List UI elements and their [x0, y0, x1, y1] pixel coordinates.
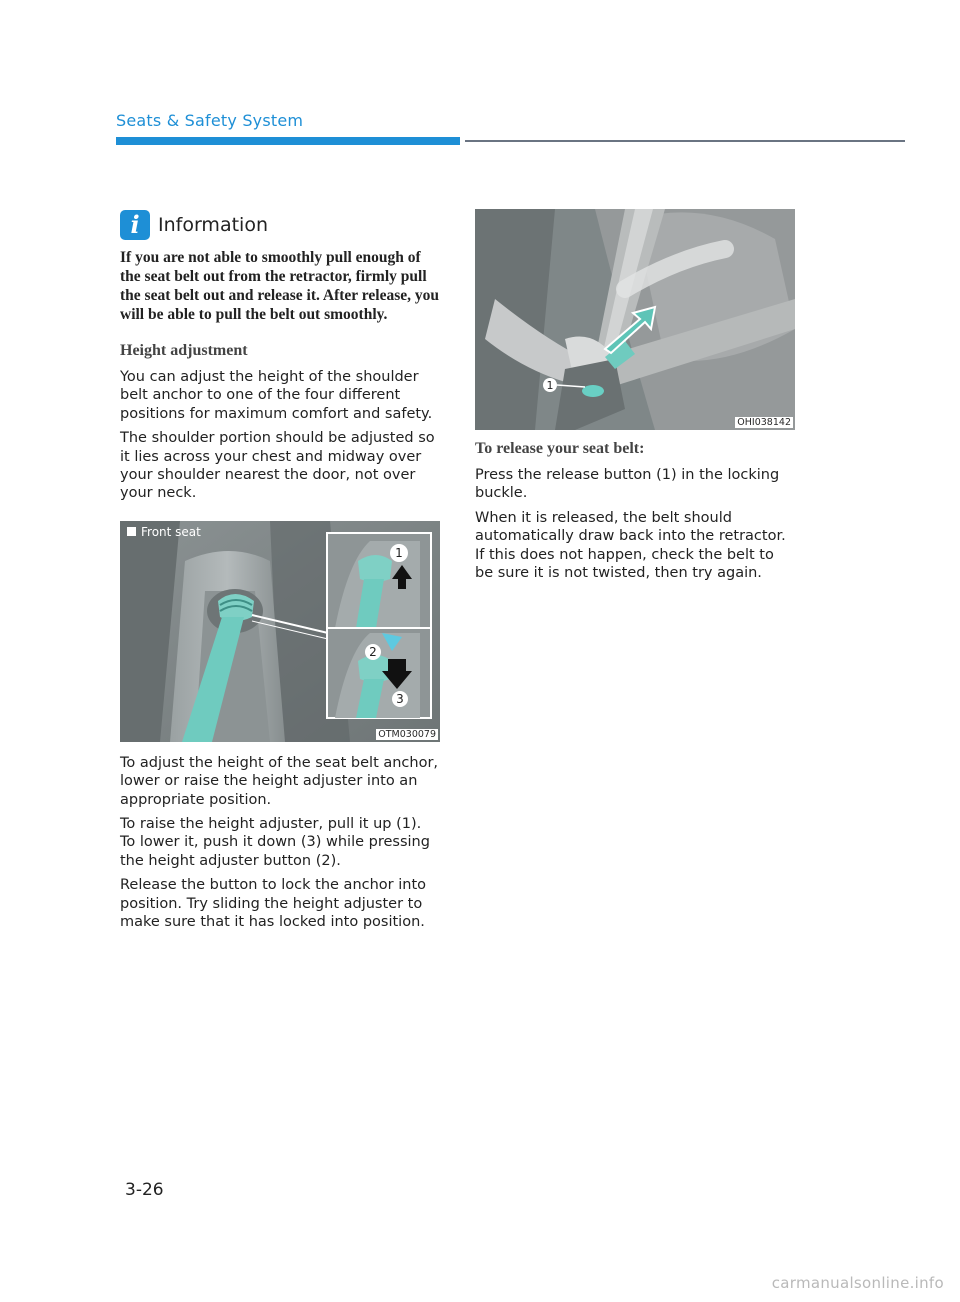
left-column: [120, 208, 440, 938]
header-accent-bar: [116, 137, 460, 145]
seat-belt-release-illustration: [475, 209, 795, 430]
paragraph: The shoulder portion should be adjusted so it lies across your chest and midway over your shoulder nearest the door, not over your neck.: [120, 430, 435, 502]
section-title: Seats & Safety System: [116, 111, 304, 130]
callout-3: 3: [396, 691, 404, 706]
front-seat-label: Front seat: [141, 524, 201, 539]
front-seat-tag: [127, 525, 201, 539]
paragraph: Release the button to lock the anchor into position. Try sliding the height adjuster to make sure that it has locked into position.: [120, 877, 427, 931]
square-bullet-icon: [127, 527, 136, 536]
figure-code: OTM030079: [378, 728, 436, 740]
information-header: [120, 208, 440, 242]
paragraph: To raise the height adjuster, pull it up (1). To lower it, push it down (3) while pressing the height adjuster button (2).: [120, 816, 430, 869]
paragraph: To adjust the height of the seat belt anchor, lower or raise the height adjuster into an appropriate position.: [120, 754, 439, 808]
callout-2: 2: [369, 644, 377, 659]
right-column: [475, 209, 795, 588]
paragraph: Press the release button (1) in the locking buckle.: [475, 467, 780, 502]
seat-belt-release-drawing: [475, 209, 795, 430]
information-title: Information: [158, 214, 268, 236]
watermark: carmanualsonline.info: [771, 1274, 944, 1292]
callout-1: 1: [546, 379, 554, 392]
paragraph: When it is released, the belt should automatically draw back into the retractor. If this does not happen, check the belt to be sure it is not twisted, then try again.: [475, 509, 786, 582]
info-icon: i: [120, 210, 150, 240]
callout-1: 1: [395, 545, 403, 560]
figure-code: OHI038142: [737, 417, 791, 428]
page-number: 3-26: [125, 1180, 164, 1200]
height-adjustment-heading: Height adjustment: [120, 342, 248, 359]
height-adjuster-drawing: [120, 521, 440, 742]
paragraph: You can adjust the height of the shoulder belt anchor to one of the four different positions for maximum comfort and safety.: [120, 369, 433, 422]
information-body: If you are not able to smoothly pull enough of the seat belt out from the retractor, firmly pull the seat belt out and release it. After release, you will be able to pull the belt out smoothly.: [120, 249, 439, 323]
height-adjuster-illustration: [120, 521, 440, 742]
header-rule: [465, 140, 905, 142]
release-heading: To release your seat belt:: [475, 440, 645, 457]
